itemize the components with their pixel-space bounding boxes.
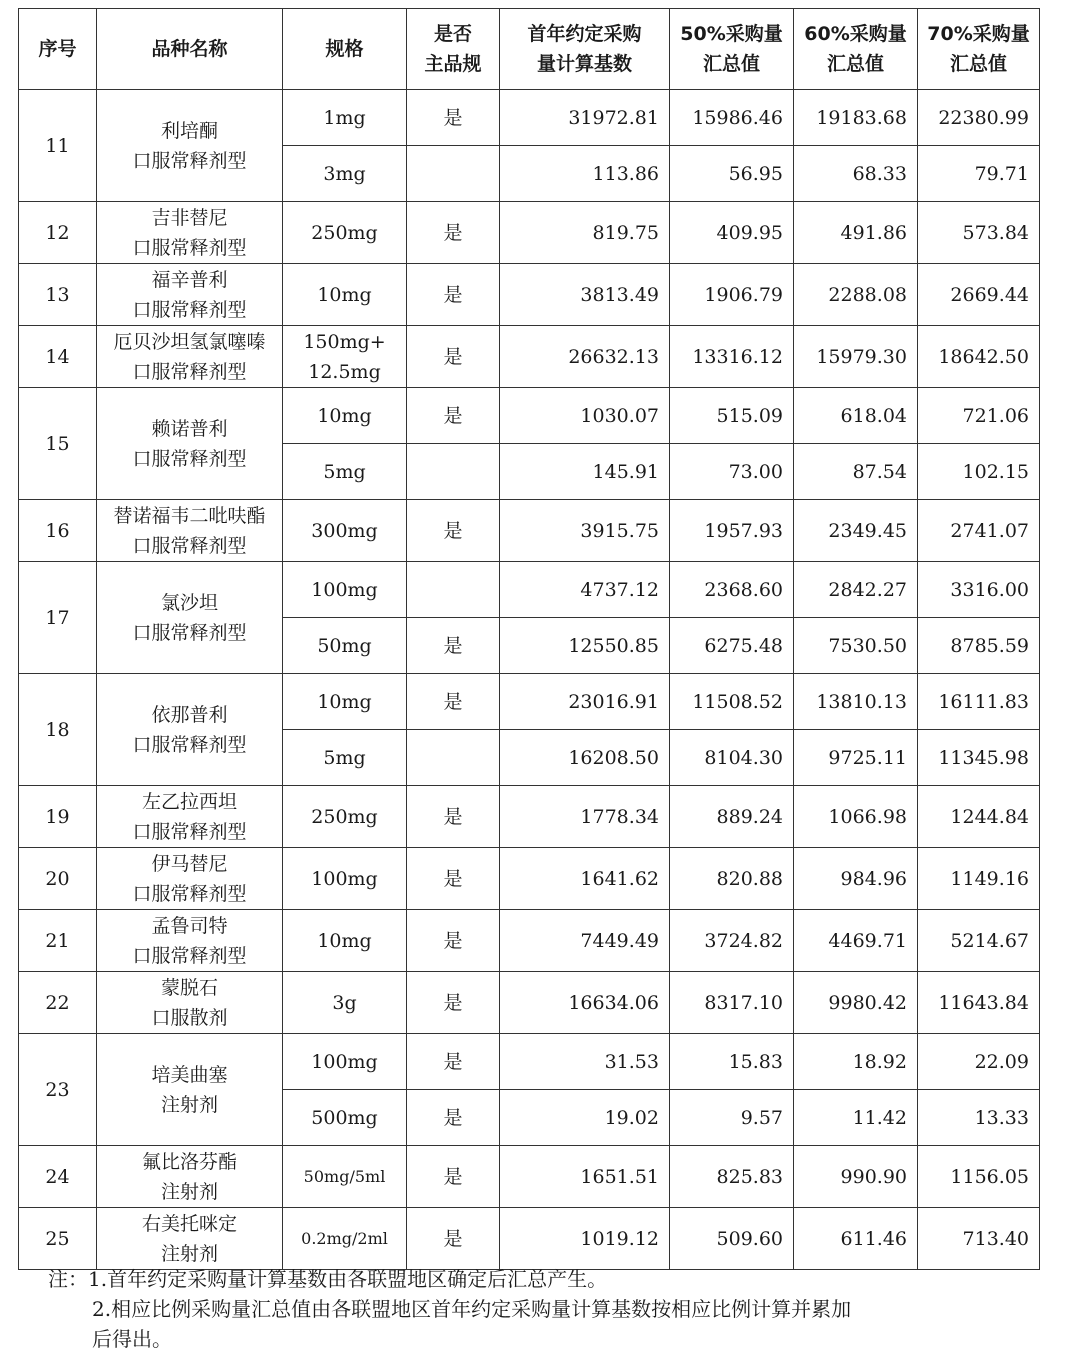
table-row	[19, 202, 1040, 264]
row-p70: 2741.07	[918, 500, 1040, 562]
row-p60: 611.46	[794, 1208, 918, 1270]
table-row	[19, 1034, 1040, 1090]
row-spec	[283, 1146, 407, 1208]
table-row	[19, 910, 1040, 972]
row-p70: 5214.67	[918, 910, 1040, 972]
row-seq: 15	[19, 388, 97, 500]
row-drug-name	[97, 500, 283, 562]
row-base: 145.91	[500, 444, 670, 500]
row-p60: 990.90	[794, 1146, 918, 1208]
row-p50: 15.83	[670, 1034, 794, 1090]
header-p70-line1: 70%采购量	[927, 23, 1030, 45]
drug-name-line2: 口服常释剂型	[132, 621, 247, 644]
row-p50: 8104.30	[670, 730, 794, 786]
row-p70: 79.71	[918, 146, 1040, 202]
row-p50: 515.09	[670, 388, 794, 444]
row-seq: 17	[19, 562, 97, 674]
note-line-3: 后得出。	[92, 1327, 172, 1351]
row-p70: 13.33	[918, 1090, 1040, 1146]
row-drug-name	[97, 1034, 283, 1146]
row-main-spec: 是	[407, 786, 500, 848]
row-drug-name	[97, 202, 283, 264]
row-spec	[283, 264, 407, 326]
header-main-line1: 是否	[433, 23, 472, 45]
row-p50: 2368.60	[670, 562, 794, 618]
row-p70: 22380.99	[918, 90, 1040, 146]
drug-name-line2: 口服常释剂型	[132, 733, 247, 756]
row-base: 16208.50	[500, 730, 670, 786]
row-main-spec: 是	[407, 500, 500, 562]
drug-name-line1: 培美曲塞	[151, 1063, 228, 1086]
spec-line1: 0.2mg/2ml	[301, 1228, 388, 1248]
drug-name-line1: 氟比洛芬酯	[141, 1150, 237, 1173]
row-spec	[283, 1090, 407, 1146]
row-p70: 11345.98	[918, 730, 1040, 786]
drug-name-line1: 替诺福韦二吡呋酯	[113, 504, 266, 527]
row-p50: 11508.52	[670, 674, 794, 730]
drug-name-line1: 右美托咪定	[141, 1212, 237, 1235]
spec-line1: 5mg	[323, 746, 366, 769]
spec-line1: 100mg	[311, 1050, 378, 1073]
table-row	[19, 264, 1040, 326]
table-row	[19, 848, 1040, 910]
row-spec	[283, 326, 407, 388]
row-spec	[283, 972, 407, 1034]
spec-line1: 100mg	[311, 578, 378, 601]
table-row	[19, 674, 1040, 730]
row-p70: 16111.83	[918, 674, 1040, 730]
spec-line1: 10mg	[317, 929, 372, 952]
row-main-spec	[407, 730, 500, 786]
row-spec	[283, 90, 407, 146]
header-main-spec	[407, 9, 500, 90]
row-seq: 18	[19, 674, 97, 786]
drug-name-line2: 注射剂	[160, 1093, 218, 1116]
row-p60: 15979.30	[794, 326, 918, 388]
drug-name-line1: 伊马替尼	[151, 852, 228, 875]
header-p60-line2: 汇总值	[826, 53, 884, 75]
row-base: 7449.49	[500, 910, 670, 972]
row-drug-name	[97, 90, 283, 202]
spec-line1: 500mg	[311, 1106, 378, 1129]
row-base: 819.75	[500, 202, 670, 264]
row-main-spec	[407, 146, 500, 202]
drug-name-line2: 口服常释剂型	[132, 820, 247, 843]
table-row	[19, 90, 1040, 146]
row-p70: 8785.59	[918, 618, 1040, 674]
row-seq: 12	[19, 202, 97, 264]
spec-line1: 50mg/5ml	[303, 1166, 386, 1186]
row-seq: 13	[19, 264, 97, 326]
row-main-spec: 是	[407, 1208, 500, 1270]
spec-line1: 150mg+	[303, 330, 386, 353]
row-drug-name	[97, 562, 283, 674]
row-p50: 3724.82	[670, 910, 794, 972]
row-drug-name	[97, 848, 283, 910]
header-base-line1: 首年约定采购	[527, 23, 642, 45]
row-seq: 23	[19, 1034, 97, 1146]
row-p70: 18642.50	[918, 326, 1040, 388]
row-main-spec: 是	[407, 1090, 500, 1146]
drug-name-line2: 注射剂	[160, 1242, 218, 1265]
row-p60: 11.42	[794, 1090, 918, 1146]
row-main-spec: 是	[407, 202, 500, 264]
row-drug-name	[97, 674, 283, 786]
drug-name-line2: 口服常释剂型	[132, 298, 247, 321]
row-p70: 3316.00	[918, 562, 1040, 618]
row-p50: 13316.12	[670, 326, 794, 388]
table-body	[19, 90, 1040, 1270]
row-spec	[283, 202, 407, 264]
header-base	[500, 9, 670, 90]
row-p70: 22.09	[918, 1034, 1040, 1090]
row-spec	[283, 730, 407, 786]
row-base: 23016.91	[500, 674, 670, 730]
row-main-spec: 是	[407, 674, 500, 730]
row-p60: 2842.27	[794, 562, 918, 618]
row-p50: 825.83	[670, 1146, 794, 1208]
row-p60: 19183.68	[794, 90, 918, 146]
drug-name-line2: 注射剂	[160, 1180, 218, 1203]
spec-line1: 10mg	[317, 690, 372, 713]
row-p70: 1156.05	[918, 1146, 1040, 1208]
header-p60	[794, 9, 918, 90]
row-seq: 20	[19, 848, 97, 910]
row-p70: 721.06	[918, 388, 1040, 444]
drug-name-line1: 孟鲁司特	[151, 914, 228, 937]
row-p70: 102.15	[918, 444, 1040, 500]
row-base: 4737.12	[500, 562, 670, 618]
row-p50: 9.57	[670, 1090, 794, 1146]
row-main-spec: 是	[407, 264, 500, 326]
row-p60: 7530.50	[794, 618, 918, 674]
spec-line1: 50mg	[317, 634, 372, 657]
note-line-1: 注：1.首年约定采购量计算基数由各联盟地区确定后汇总产生。	[48, 1267, 608, 1291]
row-seq: 21	[19, 910, 97, 972]
row-spec	[283, 146, 407, 202]
spec-line1: 3mg	[323, 162, 366, 185]
row-main-spec: 是	[407, 972, 500, 1034]
drug-name-line2: 口服常释剂型	[132, 534, 247, 557]
row-base: 3813.49	[500, 264, 670, 326]
table-row	[19, 972, 1040, 1034]
row-p70: 573.84	[918, 202, 1040, 264]
row-p70: 1149.16	[918, 848, 1040, 910]
row-main-spec: 是	[407, 90, 500, 146]
row-p50: 8317.10	[670, 972, 794, 1034]
header-name: 品种名称	[97, 9, 283, 90]
drug-name-line2: 口服常释剂型	[132, 149, 247, 172]
row-p70: 11643.84	[918, 972, 1040, 1034]
row-spec	[283, 562, 407, 618]
row-base: 1778.34	[500, 786, 670, 848]
row-seq: 24	[19, 1146, 97, 1208]
row-p60: 13810.13	[794, 674, 918, 730]
row-p50: 1906.79	[670, 264, 794, 326]
table-row	[19, 786, 1040, 848]
drug-name-line1: 吉非替尼	[151, 206, 228, 229]
row-p50: 56.95	[670, 146, 794, 202]
drug-name-line2: 口服常释剂型	[132, 882, 247, 905]
spec-line1: 100mg	[311, 867, 378, 890]
row-spec	[283, 444, 407, 500]
row-base: 19.02	[500, 1090, 670, 1146]
row-main-spec	[407, 444, 500, 500]
row-p70: 2669.44	[918, 264, 1040, 326]
row-p50: 889.24	[670, 786, 794, 848]
row-p70: 713.40	[918, 1208, 1040, 1270]
row-p50: 1957.93	[670, 500, 794, 562]
row-base: 1030.07	[500, 388, 670, 444]
row-spec	[283, 848, 407, 910]
row-p50: 73.00	[670, 444, 794, 500]
header-spec: 规格	[283, 9, 407, 90]
row-base: 31.53	[500, 1034, 670, 1090]
row-spec	[283, 786, 407, 848]
spec-line1: 300mg	[311, 519, 378, 542]
note-line-2: 2.相应比例采购量汇总值由各联盟地区首年约定采购量计算基数按相应比例计算并累加	[92, 1297, 852, 1321]
drug-name-line1: 厄贝沙坦氢氯噻嗪	[113, 330, 266, 353]
header-base-line2: 量计算基数	[536, 53, 632, 75]
row-main-spec	[407, 562, 500, 618]
row-p60: 18.92	[794, 1034, 918, 1090]
spec-line1: 1mg	[323, 106, 366, 129]
row-p60: 9980.42	[794, 972, 918, 1034]
spec-line1: 10mg	[317, 283, 372, 306]
table-row	[19, 388, 1040, 444]
row-p60: 87.54	[794, 444, 918, 500]
procurement-table	[18, 8, 1040, 1270]
table-row	[19, 1146, 1040, 1208]
drug-name-line2: 口服常释剂型	[132, 447, 247, 470]
table-header-row	[19, 9, 1040, 90]
row-seq: 11	[19, 90, 97, 202]
row-p50: 820.88	[670, 848, 794, 910]
table-row	[19, 326, 1040, 388]
row-base: 16634.06	[500, 972, 670, 1034]
row-p50: 509.60	[670, 1208, 794, 1270]
row-p60: 68.33	[794, 146, 918, 202]
header-seq: 序号	[19, 9, 97, 90]
row-base: 1641.62	[500, 848, 670, 910]
header-p50	[670, 9, 794, 90]
row-base: 1651.51	[500, 1146, 670, 1208]
spec-line1: 5mg	[323, 460, 366, 483]
row-spec	[283, 500, 407, 562]
header-p50-line2: 汇总值	[702, 53, 760, 75]
spec-line1: 3g	[332, 991, 357, 1014]
drug-name-line2: 口服常释剂型	[132, 360, 247, 383]
row-drug-name	[97, 1146, 283, 1208]
drug-name-line2: 口服散剂	[151, 1006, 228, 1029]
table-row	[19, 500, 1040, 562]
drug-name-line1: 依那普利	[151, 703, 228, 726]
row-base: 31972.81	[500, 90, 670, 146]
row-base: 3915.75	[500, 500, 670, 562]
row-p50: 409.95	[670, 202, 794, 264]
row-spec	[283, 1208, 407, 1270]
row-p60: 1066.98	[794, 786, 918, 848]
row-spec	[283, 388, 407, 444]
row-main-spec: 是	[407, 910, 500, 972]
row-seq: 16	[19, 500, 97, 562]
row-main-spec: 是	[407, 848, 500, 910]
row-drug-name	[97, 1208, 283, 1270]
drug-name-line1: 利培酮	[160, 119, 218, 142]
table-row	[19, 1208, 1040, 1270]
row-p60: 491.86	[794, 202, 918, 264]
row-drug-name	[97, 326, 283, 388]
spec-line1: 250mg	[311, 221, 378, 244]
row-drug-name	[97, 910, 283, 972]
row-p50: 6275.48	[670, 618, 794, 674]
table-row	[19, 562, 1040, 618]
drug-name-line1: 左乙拉西坦	[141, 790, 237, 813]
header-main-line2: 主品规	[424, 53, 482, 75]
spec-line2: 12.5mg	[308, 360, 381, 383]
header-p70	[918, 9, 1040, 90]
row-p60: 9725.11	[794, 730, 918, 786]
header-p50-line1: 50%采购量	[680, 23, 783, 45]
row-p50: 15986.46	[670, 90, 794, 146]
row-main-spec: 是	[407, 618, 500, 674]
row-base: 12550.85	[500, 618, 670, 674]
spec-line1: 10mg	[317, 404, 372, 427]
row-base: 26632.13	[500, 326, 670, 388]
drug-name-line1: 氯沙坦	[160, 591, 218, 614]
drug-name-line2: 口服常释剂型	[132, 944, 247, 967]
row-p60: 618.04	[794, 388, 918, 444]
row-seq: 19	[19, 786, 97, 848]
drug-name-line1: 赖诺普利	[151, 417, 228, 440]
row-spec	[283, 618, 407, 674]
row-drug-name	[97, 264, 283, 326]
row-seq: 22	[19, 972, 97, 1034]
header-p60-line1: 60%采购量	[804, 23, 907, 45]
footnotes	[48, 1264, 1068, 1354]
row-spec	[283, 910, 407, 972]
row-main-spec: 是	[407, 388, 500, 444]
row-spec	[283, 1034, 407, 1090]
row-drug-name	[97, 786, 283, 848]
drug-name-line2: 口服常释剂型	[132, 236, 247, 259]
row-p70: 1244.84	[918, 786, 1040, 848]
header-p70-line2: 汇总值	[949, 53, 1007, 75]
row-base: 1019.12	[500, 1208, 670, 1270]
row-drug-name	[97, 388, 283, 500]
row-p60: 984.96	[794, 848, 918, 910]
row-base: 113.86	[500, 146, 670, 202]
spec-line1: 250mg	[311, 805, 378, 828]
row-p60: 4469.71	[794, 910, 918, 972]
row-seq: 25	[19, 1208, 97, 1270]
row-drug-name	[97, 972, 283, 1034]
row-main-spec: 是	[407, 1034, 500, 1090]
drug-name-line1: 蒙脱石	[160, 976, 218, 999]
row-seq: 14	[19, 326, 97, 388]
row-p60: 2349.45	[794, 500, 918, 562]
row-main-spec: 是	[407, 326, 500, 388]
row-main-spec: 是	[407, 1146, 500, 1208]
drug-name-line1: 福辛普利	[151, 268, 228, 291]
row-p60: 2288.08	[794, 264, 918, 326]
row-spec	[283, 674, 407, 730]
